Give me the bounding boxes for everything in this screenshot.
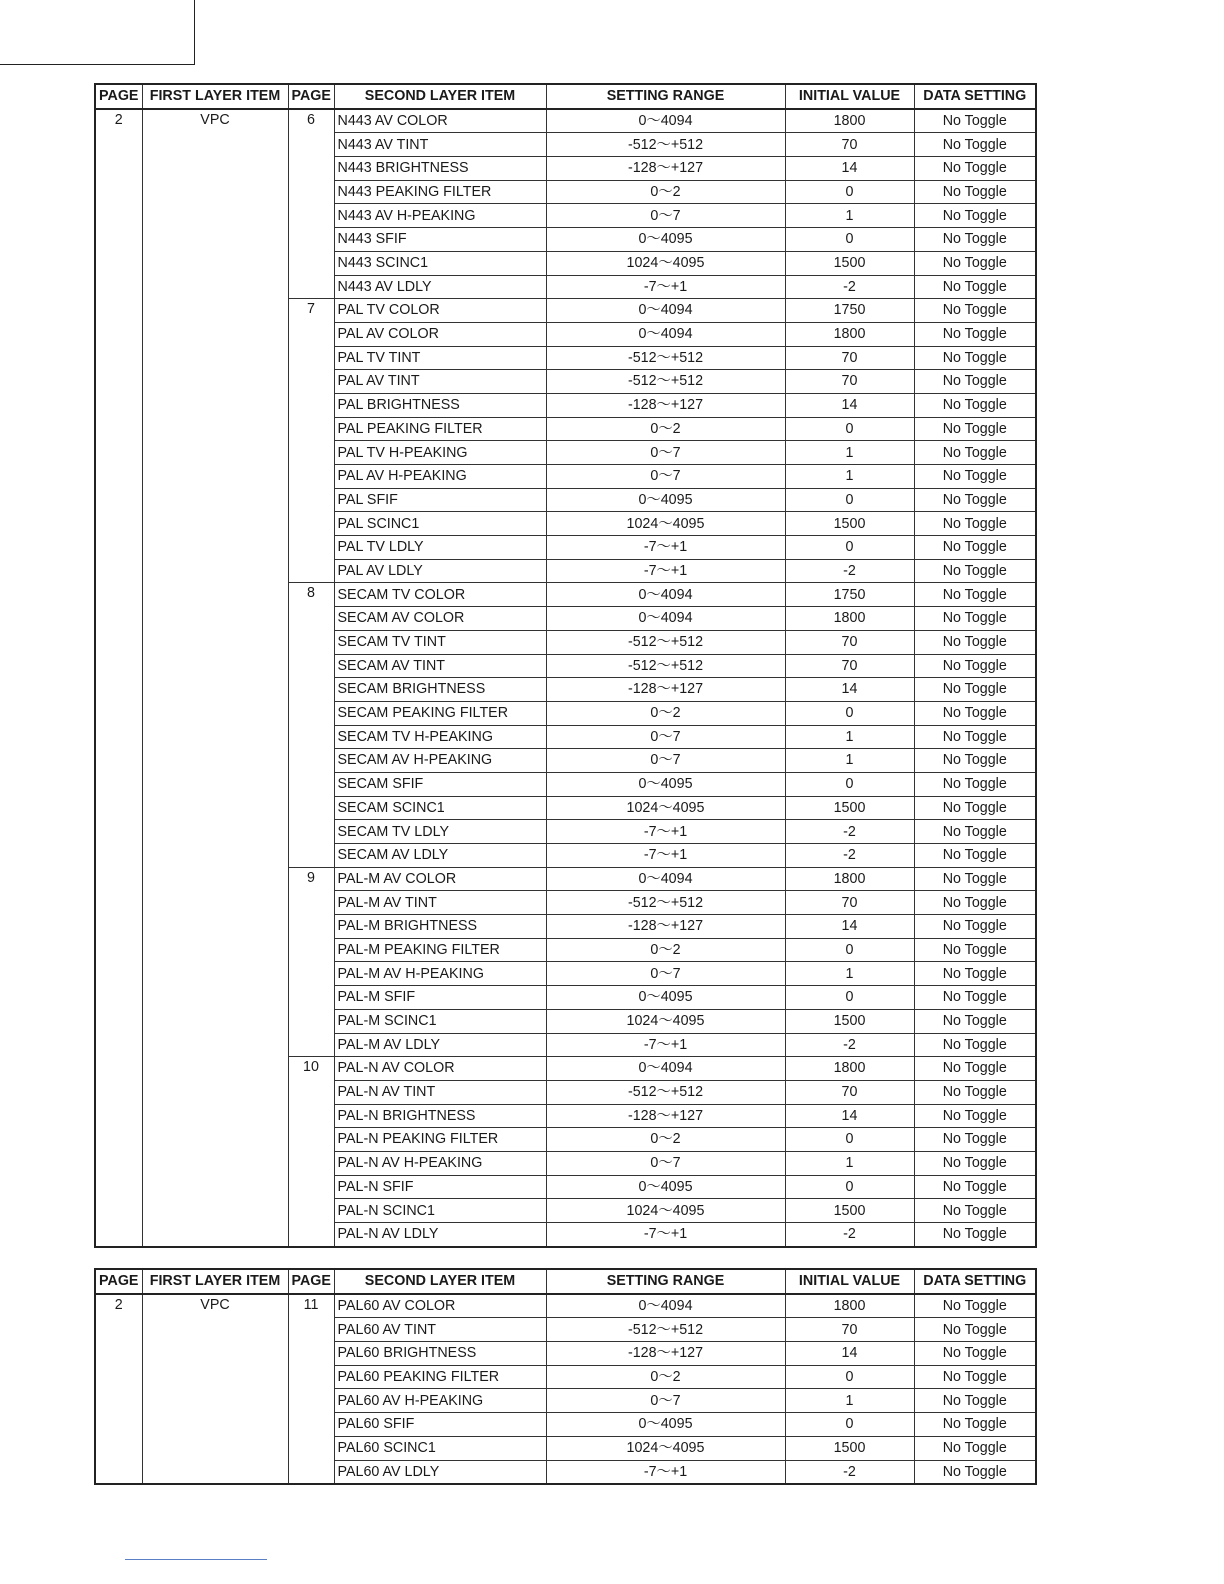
table-row [95, 109, 1036, 133]
setting-range: 0～7 [546, 725, 785, 749]
second-layer-item: PAL60 AV COLOR [334, 1294, 546, 1318]
data-setting: No Toggle [914, 559, 1036, 583]
initial-value: 0 [785, 701, 914, 725]
setting-range: -512～+512 [546, 133, 785, 157]
initial-value: 1750 [785, 583, 914, 607]
setting-range: -7～+1 [546, 820, 785, 844]
initial-value: -2 [785, 844, 914, 868]
second-layer-item: PAL60 BRIGHTNESS [334, 1342, 546, 1366]
header-initial-value: INITIAL VALUE [785, 84, 914, 109]
initial-value: 0 [785, 772, 914, 796]
data-setting: No Toggle [914, 1009, 1036, 1033]
setting-range: -7～+1 [546, 559, 785, 583]
data-setting: No Toggle [914, 749, 1036, 773]
second-layer-item: PAL60 SFIF [334, 1413, 546, 1437]
data-setting: No Toggle [914, 417, 1036, 441]
setting-range: -7～+1 [546, 275, 785, 299]
setting-range: 0～4095 [546, 772, 785, 796]
setting-range: 1024～4095 [546, 796, 785, 820]
data-setting: No Toggle [914, 1175, 1036, 1199]
data-setting: No Toggle [914, 630, 1036, 654]
setting-range: 0～4095 [546, 1175, 785, 1199]
data-setting: No Toggle [914, 678, 1036, 702]
initial-value: 1 [785, 1151, 914, 1175]
header-row [95, 84, 1036, 109]
setting-range: 0～4094 [546, 867, 785, 891]
initial-value: 1500 [785, 796, 914, 820]
setting-range: -512～+512 [546, 1318, 785, 1342]
second-layer-item: PAL-N AV TINT [334, 1080, 546, 1104]
initial-value: 0 [785, 938, 914, 962]
initial-value: -2 [785, 559, 914, 583]
initial-value: 14 [785, 1342, 914, 1366]
second-layer-item: PAL TV TINT [334, 346, 546, 370]
second-layer-item: PAL SFIF [334, 488, 546, 512]
second-layer-item: SECAM PEAKING FILTER [334, 701, 546, 725]
data-setting: No Toggle [914, 1080, 1036, 1104]
initial-value: 1800 [785, 109, 914, 133]
initial-value: 0 [785, 1365, 914, 1389]
initial-value: 70 [785, 654, 914, 678]
header-page-2: PAGE [288, 84, 334, 109]
data-setting: No Toggle [914, 393, 1036, 417]
setting-range: -128～+127 [546, 393, 785, 417]
data-setting: No Toggle [914, 607, 1036, 631]
setting-range: 0～7 [546, 1151, 785, 1175]
second-layer-item: PAL-M SCINC1 [334, 1009, 546, 1033]
setting-range: -128～+127 [546, 915, 785, 939]
data-setting: No Toggle [914, 772, 1036, 796]
setting-range: 0～4094 [546, 299, 785, 323]
header-row [95, 1269, 1036, 1294]
initial-value: -2 [785, 1223, 914, 1247]
setting-range: 0～4094 [546, 1057, 785, 1081]
initial-value: 14 [785, 1104, 914, 1128]
setting-range: 1024～4095 [546, 251, 785, 275]
second-page-cell: 6 [288, 109, 334, 299]
initial-value: 1 [785, 962, 914, 986]
data-setting: No Toggle [914, 1460, 1036, 1484]
data-setting: No Toggle [914, 915, 1036, 939]
settings-table-2 [94, 1268, 1037, 1485]
second-layer-item: SECAM SCINC1 [334, 796, 546, 820]
setting-range: -512～+512 [546, 346, 785, 370]
initial-value: -2 [785, 275, 914, 299]
data-setting: No Toggle [914, 441, 1036, 465]
first-page-cell: 2 [95, 1294, 142, 1485]
second-layer-item: N443 SFIF [334, 228, 546, 252]
header-data-setting: DATA SETTING [914, 84, 1036, 109]
initial-value: 1 [785, 749, 914, 773]
header-first-layer-item: FIRST LAYER ITEM [142, 1269, 288, 1294]
initial-value: 70 [785, 891, 914, 915]
initial-value: -2 [785, 820, 914, 844]
footer-rule [125, 1559, 267, 1560]
setting-range: 0～4094 [546, 1294, 785, 1318]
second-layer-item: PAL TV H-PEAKING [334, 441, 546, 465]
data-setting: No Toggle [914, 1365, 1036, 1389]
setting-range: 0～4094 [546, 607, 785, 631]
second-layer-item: PAL60 SCINC1 [334, 1436, 546, 1460]
second-layer-item: SECAM BRIGHTNESS [334, 678, 546, 702]
initial-value: 1 [785, 725, 914, 749]
second-layer-item: N443 BRIGHTNESS [334, 157, 546, 181]
second-layer-item: PAL SCINC1 [334, 512, 546, 536]
initial-value: 0 [785, 536, 914, 560]
second-layer-item: PAL60 AV LDLY [334, 1460, 546, 1484]
header-page-2: PAGE [288, 1269, 334, 1294]
data-setting: No Toggle [914, 725, 1036, 749]
data-setting: No Toggle [914, 1128, 1036, 1152]
second-layer-item: SECAM TV H-PEAKING [334, 725, 546, 749]
setting-range: 1024～4095 [546, 1009, 785, 1033]
second-layer-item: N443 AV COLOR [334, 109, 546, 133]
second-layer-item: PAL-N AV H-PEAKING [334, 1151, 546, 1175]
second-layer-item: PAL-N AV COLOR [334, 1057, 546, 1081]
header-setting-range: SETTING RANGE [546, 1269, 785, 1294]
second-page-cell: 10 [288, 1057, 334, 1247]
initial-value: 0 [785, 180, 914, 204]
initial-value: 0 [785, 1128, 914, 1152]
second-layer-item: N443 AV TINT [334, 133, 546, 157]
second-layer-item: SECAM TV COLOR [334, 583, 546, 607]
data-setting: No Toggle [914, 986, 1036, 1010]
second-layer-item: PAL-N SCINC1 [334, 1199, 546, 1223]
second-layer-item: N443 PEAKING FILTER [334, 180, 546, 204]
header-initial-value: INITIAL VALUE [785, 1269, 914, 1294]
initial-value: 0 [785, 1175, 914, 1199]
data-setting: No Toggle [914, 1151, 1036, 1175]
data-setting: No Toggle [914, 370, 1036, 394]
data-setting: No Toggle [914, 1033, 1036, 1057]
data-setting: No Toggle [914, 1199, 1036, 1223]
data-setting: No Toggle [914, 109, 1036, 133]
data-setting: No Toggle [914, 1413, 1036, 1437]
second-layer-item: SECAM SFIF [334, 772, 546, 796]
data-setting: No Toggle [914, 346, 1036, 370]
second-layer-item: PAL-M BRIGHTNESS [334, 915, 546, 939]
second-layer-item: PAL AV LDLY [334, 559, 546, 583]
initial-value: 1800 [785, 1294, 914, 1318]
data-setting: No Toggle [914, 820, 1036, 844]
second-layer-item: N443 SCINC1 [334, 251, 546, 275]
initial-value: 70 [785, 370, 914, 394]
header-data-setting: DATA SETTING [914, 1269, 1036, 1294]
first-layer-item-cell: VPC [142, 109, 288, 1247]
second-layer-item: PAL-M PEAKING FILTER [334, 938, 546, 962]
setting-range: 0～2 [546, 701, 785, 725]
data-setting: No Toggle [914, 583, 1036, 607]
first-layer-item-cell: VPC [142, 1294, 288, 1485]
second-layer-item: N443 AV H-PEAKING [334, 204, 546, 228]
setting-range: 0～4094 [546, 322, 785, 346]
initial-value: 1500 [785, 512, 914, 536]
second-layer-item: PAL-M SFIF [334, 986, 546, 1010]
initial-value: 1800 [785, 1057, 914, 1081]
second-layer-item: SECAM AV LDLY [334, 844, 546, 868]
initial-value: 14 [785, 915, 914, 939]
data-setting: No Toggle [914, 1342, 1036, 1366]
setting-range: 1024～4095 [546, 1436, 785, 1460]
initial-value: -2 [785, 1033, 914, 1057]
data-setting: No Toggle [914, 275, 1036, 299]
second-layer-item: PAL-N PEAKING FILTER [334, 1128, 546, 1152]
setting-range: 0～7 [546, 962, 785, 986]
setting-range: -7～+1 [546, 1460, 785, 1484]
setting-range: 1024～4095 [546, 512, 785, 536]
data-setting: No Toggle [914, 512, 1036, 536]
initial-value: 70 [785, 630, 914, 654]
initial-value: 1800 [785, 607, 914, 631]
setting-range: 0～4095 [546, 228, 785, 252]
setting-range: -128～+127 [546, 678, 785, 702]
second-layer-item: PAL TV COLOR [334, 299, 546, 323]
first-page-cell: 2 [95, 109, 142, 1247]
data-setting: No Toggle [914, 891, 1036, 915]
data-setting: No Toggle [914, 536, 1036, 560]
data-setting: No Toggle [914, 1294, 1036, 1318]
second-page-cell: 8 [288, 583, 334, 867]
table-row [95, 1294, 1036, 1318]
initial-value: 14 [785, 678, 914, 702]
initial-value: 0 [785, 986, 914, 1010]
data-setting: No Toggle [914, 938, 1036, 962]
initial-value: 0 [785, 228, 914, 252]
header-first-layer-item: FIRST LAYER ITEM [142, 84, 288, 109]
data-setting: No Toggle [914, 488, 1036, 512]
initial-value: 1 [785, 1389, 914, 1413]
initial-value: 1800 [785, 322, 914, 346]
second-layer-item: SECAM AV COLOR [334, 607, 546, 631]
setting-range: -512～+512 [546, 370, 785, 394]
header-page: PAGE [95, 1269, 142, 1294]
data-setting: No Toggle [914, 1104, 1036, 1128]
initial-value: 1 [785, 465, 914, 489]
initial-value: 1 [785, 204, 914, 228]
setting-range: 1024～4095 [546, 1199, 785, 1223]
data-setting: No Toggle [914, 962, 1036, 986]
initial-value: 0 [785, 1413, 914, 1437]
setting-range: -128～+127 [546, 1104, 785, 1128]
setting-range: -512～+512 [546, 654, 785, 678]
setting-range: -7～+1 [546, 1033, 785, 1057]
settings-table-1 [94, 83, 1037, 1248]
second-page-cell: 9 [288, 867, 334, 1057]
second-layer-item: PAL60 PEAKING FILTER [334, 1365, 546, 1389]
second-layer-item: PAL-M AV H-PEAKING [334, 962, 546, 986]
data-setting: No Toggle [914, 1436, 1036, 1460]
setting-range: -128～+127 [546, 1342, 785, 1366]
initial-value: 1800 [785, 867, 914, 891]
setting-range: -512～+512 [546, 630, 785, 654]
setting-range: 0～4095 [546, 488, 785, 512]
second-layer-item: PAL-M AV LDLY [334, 1033, 546, 1057]
second-layer-item: PAL60 AV H-PEAKING [334, 1389, 546, 1413]
initial-value: 1500 [785, 1436, 914, 1460]
second-layer-item: PAL-N BRIGHTNESS [334, 1104, 546, 1128]
header-second-layer-item: SECOND LAYER ITEM [334, 84, 546, 109]
setting-range: 0～7 [546, 465, 785, 489]
data-setting: No Toggle [914, 299, 1036, 323]
data-setting: No Toggle [914, 465, 1036, 489]
setting-range: 0～2 [546, 180, 785, 204]
setting-range: -7～+1 [546, 844, 785, 868]
data-setting: No Toggle [914, 133, 1036, 157]
second-layer-item: PAL-M AV TINT [334, 891, 546, 915]
setting-range: -128～+127 [546, 157, 785, 181]
data-setting: No Toggle [914, 844, 1036, 868]
second-layer-item: PAL-N SFIF [334, 1175, 546, 1199]
setting-range: 0～2 [546, 938, 785, 962]
data-setting: No Toggle [914, 867, 1036, 891]
second-page-cell: 11 [288, 1294, 334, 1485]
second-layer-item: SECAM AV H-PEAKING [334, 749, 546, 773]
setting-range: 0～4095 [546, 1413, 785, 1437]
setting-range: 0～7 [546, 441, 785, 465]
initial-value: 70 [785, 346, 914, 370]
second-layer-item: PAL-M AV COLOR [334, 867, 546, 891]
initial-value: 1750 [785, 299, 914, 323]
data-setting: No Toggle [914, 322, 1036, 346]
initial-value: -2 [785, 1460, 914, 1484]
header-second-layer-item: SECOND LAYER ITEM [334, 1269, 546, 1294]
data-setting: No Toggle [914, 180, 1036, 204]
second-layer-item: PAL PEAKING FILTER [334, 417, 546, 441]
data-setting: No Toggle [914, 701, 1036, 725]
initial-value: 1 [785, 441, 914, 465]
setting-range: 0～7 [546, 204, 785, 228]
initial-value: 1500 [785, 1009, 914, 1033]
data-setting: No Toggle [914, 1223, 1036, 1247]
second-page-cell: 7 [288, 299, 334, 583]
second-layer-item: PAL BRIGHTNESS [334, 393, 546, 417]
setting-range: -7～+1 [546, 1223, 785, 1247]
data-setting: No Toggle [914, 1389, 1036, 1413]
data-setting: No Toggle [914, 1318, 1036, 1342]
setting-range: 0～2 [546, 417, 785, 441]
data-setting: No Toggle [914, 654, 1036, 678]
second-layer-item: SECAM TV LDLY [334, 820, 546, 844]
setting-range: 0～4094 [546, 109, 785, 133]
setting-range: 0～7 [546, 749, 785, 773]
data-setting: No Toggle [914, 796, 1036, 820]
initial-value: 1500 [785, 1199, 914, 1223]
data-setting: No Toggle [914, 204, 1036, 228]
data-setting: No Toggle [914, 228, 1036, 252]
header-setting-range: SETTING RANGE [546, 84, 785, 109]
initial-value: 14 [785, 393, 914, 417]
setting-range: 0～4094 [546, 583, 785, 607]
second-layer-item: PAL AV COLOR [334, 322, 546, 346]
header-page: PAGE [95, 84, 142, 109]
initial-value: 14 [785, 157, 914, 181]
setting-range: 0～4095 [546, 986, 785, 1010]
initial-value: 1500 [785, 251, 914, 275]
second-layer-item: PAL AV H-PEAKING [334, 465, 546, 489]
setting-range: 0～2 [546, 1128, 785, 1152]
second-layer-item: N443 AV LDLY [334, 275, 546, 299]
second-layer-item: PAL AV TINT [334, 370, 546, 394]
data-setting: No Toggle [914, 1057, 1036, 1081]
initial-value: 70 [785, 133, 914, 157]
setting-range: 0～7 [546, 1389, 785, 1413]
initial-value: 0 [785, 417, 914, 441]
data-setting: No Toggle [914, 251, 1036, 275]
initial-value: 70 [785, 1080, 914, 1104]
data-setting: No Toggle [914, 157, 1036, 181]
second-layer-item: PAL60 AV TINT [334, 1318, 546, 1342]
initial-value: 70 [785, 1318, 914, 1342]
setting-range: -512～+512 [546, 1080, 785, 1104]
setting-range: -512～+512 [546, 891, 785, 915]
second-layer-item: PAL TV LDLY [334, 536, 546, 560]
setting-range: 0～2 [546, 1365, 785, 1389]
second-layer-item: PAL-N AV LDLY [334, 1223, 546, 1247]
corner-frame [0, 0, 195, 65]
setting-range: -7～+1 [546, 536, 785, 560]
second-layer-item: SECAM AV TINT [334, 654, 546, 678]
initial-value: 0 [785, 488, 914, 512]
second-layer-item: SECAM TV TINT [334, 630, 546, 654]
